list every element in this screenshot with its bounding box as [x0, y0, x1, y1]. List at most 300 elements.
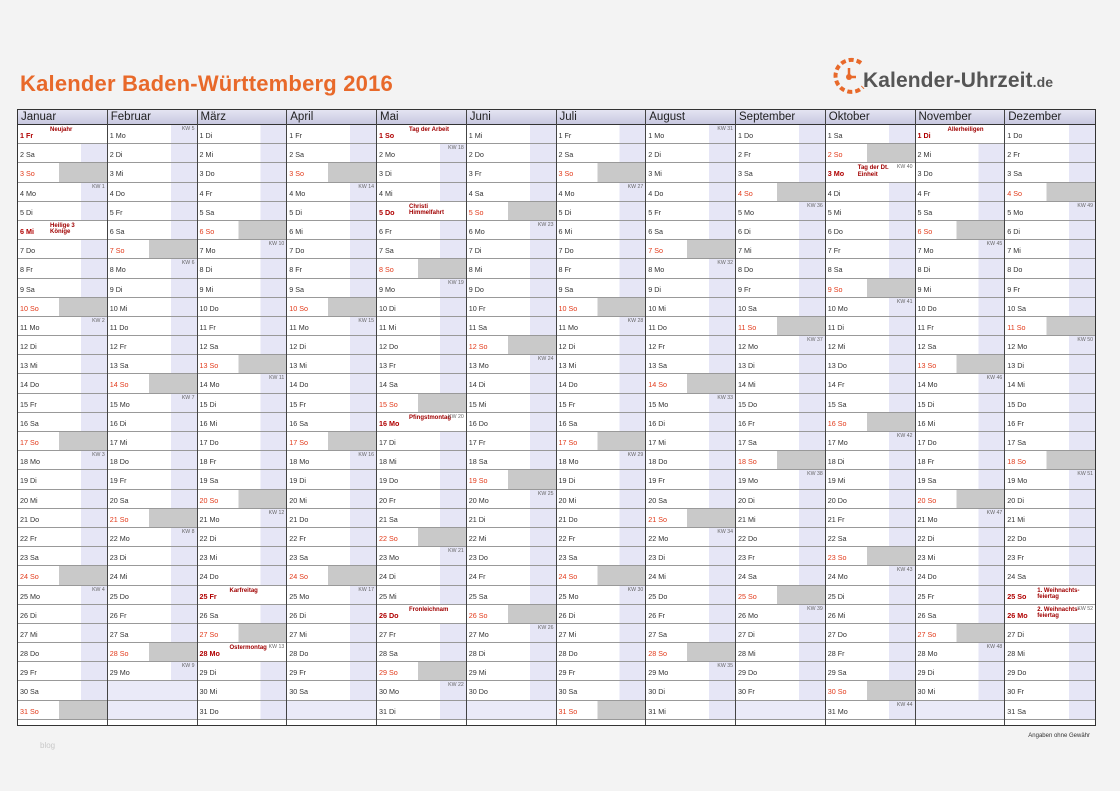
day-cell — [736, 490, 825, 509]
day-cell — [287, 624, 376, 643]
day-label: 14 Do — [289, 380, 309, 390]
day-cell — [108, 336, 197, 355]
day-label: 8 Di — [917, 265, 931, 275]
day-cell — [646, 547, 735, 566]
day-label: 11 Do — [109, 322, 129, 332]
day-cell — [646, 470, 735, 489]
day-cell — [287, 259, 376, 278]
day-label: 22 Mo — [109, 533, 130, 543]
day-label: 6 So — [199, 226, 215, 236]
day-cell — [557, 701, 646, 720]
week-number: KW 38 — [807, 471, 823, 478]
holiday-name: Ostermontag — [229, 645, 267, 652]
disclaimer: Angaben ohne Gewähr — [1028, 733, 1090, 739]
day-label: 29 Mi — [468, 668, 487, 678]
empty-day-cell — [287, 701, 376, 720]
day-cell — [108, 470, 197, 489]
day-cell — [916, 163, 1005, 182]
day-cell — [826, 259, 915, 278]
day-cell — [916, 605, 1005, 624]
day-label: 16 Do — [468, 418, 488, 428]
month-header: Oktober — [826, 110, 915, 125]
day-label: 5 Di — [20, 207, 33, 217]
day-label: 16 Fr — [1007, 418, 1025, 428]
day-label: 10 Do — [199, 303, 219, 313]
day-cell — [198, 662, 287, 681]
day-cell — [646, 259, 735, 278]
day-cell — [557, 221, 646, 240]
day-cell — [287, 528, 376, 547]
day-cell — [557, 662, 646, 681]
day-label: 27 So — [917, 629, 937, 639]
week-number: KW 13 — [268, 644, 285, 651]
day-label: 30 So — [827, 687, 847, 697]
day-cell — [916, 643, 1005, 662]
day-cell — [736, 317, 825, 336]
holiday-name: Neujahr — [50, 127, 73, 133]
logo-tld: .de — [1032, 74, 1054, 90]
day-cell — [826, 240, 915, 259]
day-label: 8 Do — [1007, 265, 1023, 275]
day-label: 27 Di — [738, 629, 755, 639]
day-cell — [198, 605, 287, 624]
day-cell — [1005, 681, 1095, 700]
day-cell — [198, 259, 287, 278]
day-cell — [826, 317, 915, 336]
day-cell — [916, 566, 1005, 585]
empty-day-cell — [108, 701, 197, 720]
day-label: 3 So — [289, 169, 305, 179]
day-label: 11 Mi — [379, 322, 397, 332]
day-label: 6 Do — [827, 226, 843, 236]
day-cell — [287, 566, 376, 585]
day-label: 17 Sa — [1007, 438, 1027, 447]
day-label: 27 Di — [1007, 629, 1025, 639]
day-label: 1 Di — [917, 131, 931, 140]
day-label: 17 Fr — [468, 438, 486, 447]
day-label: 4 Di — [827, 188, 841, 198]
day-label: 10 Fr — [468, 303, 486, 313]
holiday-name: Tag der Arbeit — [409, 127, 450, 133]
day-label: 22 Do — [738, 533, 758, 543]
day-cell — [1005, 643, 1095, 662]
day-label: 26 So — [468, 610, 488, 620]
day-cell — [916, 125, 1005, 144]
week-number: KW 34 — [717, 528, 733, 535]
day-cell — [1005, 490, 1095, 509]
day-cell — [18, 202, 107, 221]
day-cell — [826, 490, 915, 509]
day-label: 8 Mo — [109, 265, 126, 275]
day-label: 14 Fr — [827, 380, 845, 390]
day-cell — [646, 240, 735, 259]
day-cell — [826, 336, 915, 355]
day-label: 2 Mo — [379, 150, 395, 160]
day-label: 4 Mi — [379, 188, 393, 198]
day-cell — [467, 317, 556, 336]
day-cell — [736, 336, 825, 355]
day-label: 26 Sa — [917, 610, 937, 620]
day-label: 5 Mo — [1007, 207, 1024, 217]
day-label: 30 Sa — [289, 687, 309, 697]
day-cell — [736, 432, 825, 451]
day-cell — [18, 355, 107, 374]
day-label: 27 Sa — [648, 629, 668, 639]
month-header: September — [736, 110, 825, 125]
day-label: 23 Sa — [558, 553, 578, 563]
day-cell — [377, 490, 466, 509]
day-cell — [646, 374, 735, 393]
day-cell — [826, 355, 915, 374]
day-label: 17 Do — [199, 438, 219, 447]
day-cell — [18, 259, 107, 278]
month-header: Dezember — [1005, 110, 1095, 125]
logo-text — [863, 69, 1053, 93]
day-label: 23 Di — [109, 553, 127, 563]
day-label: 9 Di — [648, 284, 662, 294]
day-cell — [287, 432, 376, 451]
day-label: 26 Mi — [827, 610, 846, 620]
day-cell — [557, 605, 646, 624]
day-label: 8 Mo — [648, 265, 665, 275]
month-header: Mai — [377, 110, 466, 125]
week-number: KW 11 — [269, 375, 285, 382]
day-cell — [287, 144, 376, 163]
day-cell — [736, 240, 825, 259]
day-cell — [826, 221, 915, 240]
day-cell — [377, 586, 466, 605]
day-cell — [1005, 144, 1095, 163]
day-label: 8 Fr — [20, 265, 33, 275]
day-cell — [18, 605, 107, 624]
day-cell — [198, 125, 287, 144]
day-cell — [736, 586, 825, 605]
day-label: 20 So — [917, 495, 937, 505]
day-label: 9 Fr — [1007, 284, 1021, 294]
day-label: 2 Di — [648, 150, 662, 160]
day-label: 27 Sa — [109, 629, 129, 639]
day-cell — [467, 259, 556, 278]
day-label: 10 Mo — [827, 303, 848, 313]
day-label: 16 Mi — [917, 418, 936, 428]
day-label: 23 Do — [468, 553, 488, 563]
day-label: 25 Mo — [289, 591, 310, 601]
day-label: 7 So — [109, 246, 125, 256]
day-cell — [736, 681, 825, 700]
day-cell — [18, 394, 107, 413]
week-number: KW 3 — [92, 452, 105, 459]
day-cell — [1005, 413, 1095, 432]
day-cell — [108, 317, 197, 336]
day-label: 16 Mi — [199, 418, 218, 428]
day-label: 9 Mi — [199, 284, 214, 294]
day-label: 30 Mo — [379, 687, 399, 697]
month-header: Februar — [108, 110, 197, 125]
day-label: 14 So — [109, 380, 129, 390]
day-label: 28 Sa — [379, 649, 398, 659]
day-cell — [826, 413, 915, 432]
day-label: 3 Mi — [648, 169, 662, 179]
day-label: 17 Sa — [738, 438, 757, 447]
day-cell — [287, 317, 376, 336]
day-cell — [467, 279, 556, 298]
day-cell — [467, 432, 556, 451]
week-number: KW 40 — [896, 164, 913, 171]
day-label: 23 Fr — [1007, 553, 1025, 563]
day-cell — [646, 355, 735, 374]
day-cell — [287, 125, 376, 144]
day-cell — [377, 701, 466, 720]
week-number: KW 9 — [181, 663, 195, 670]
day-cell — [1005, 279, 1095, 298]
day-label: 25 Mo — [20, 591, 40, 601]
day-cell — [198, 566, 287, 585]
day-label: 13 Di — [738, 361, 755, 371]
day-cell — [108, 240, 197, 259]
day-label: 14 Mo — [917, 380, 938, 390]
day-cell — [736, 413, 825, 432]
day-cell — [916, 202, 1005, 221]
holiday-name: Heilige 3 Könige — [50, 222, 75, 236]
day-cell — [557, 643, 646, 662]
day-label: 20 Mi — [20, 495, 38, 505]
day-cell — [736, 202, 825, 221]
day-label: 3 Do — [199, 169, 215, 179]
day-label: 15 Mo — [648, 399, 669, 409]
month-column — [916, 110, 1006, 725]
day-cell — [826, 701, 915, 720]
day-cell — [736, 279, 825, 298]
brand-logo[interactable] — [833, 52, 1083, 104]
day-cell — [377, 605, 466, 624]
day-cell — [736, 624, 825, 643]
day-label: 13 Mi — [20, 361, 38, 371]
day-label: 26 Di — [289, 610, 307, 620]
day-label: 30 Do — [468, 687, 488, 697]
day-label: 28 Mi — [738, 649, 756, 659]
day-cell — [198, 317, 287, 336]
day-label: 20 Do — [827, 495, 847, 505]
day-cell — [646, 336, 735, 355]
day-cell — [646, 451, 735, 470]
day-cell — [287, 586, 376, 605]
day-cell — [467, 394, 556, 413]
week-number: KW 6 — [181, 260, 195, 267]
day-label: 6 Sa — [648, 226, 664, 236]
day-cell — [646, 144, 735, 163]
day-label: 11 Sa — [468, 322, 487, 332]
day-cell — [826, 374, 915, 393]
holiday-name: Karfreitag — [229, 587, 258, 594]
week-number: KW 5 — [181, 126, 195, 132]
day-label: 28 Mo — [199, 649, 220, 659]
day-cell — [108, 144, 197, 163]
day-cell — [377, 662, 466, 681]
day-cell — [1005, 183, 1095, 202]
week-number: KW 36 — [807, 202, 823, 209]
day-label: 20 Sa — [109, 495, 129, 505]
holiday-name: Pfingstmontag — [409, 414, 451, 421]
day-label: 7 So — [648, 246, 664, 256]
day-cell — [646, 298, 735, 317]
day-label: 24 Do — [917, 572, 937, 582]
day-label: 1 Do — [1007, 131, 1023, 140]
month-column — [377, 110, 467, 725]
day-label: 22 So — [379, 533, 398, 543]
day-cell — [916, 470, 1005, 489]
day-label: 22 Sa — [827, 533, 847, 543]
day-label: 26 Sa — [199, 610, 219, 620]
day-cell — [1005, 259, 1095, 278]
day-label: 1 Fr — [20, 131, 34, 140]
day-label: 10 Mi — [648, 303, 666, 313]
day-label: 22 Fr — [20, 533, 37, 543]
day-cell — [287, 355, 376, 374]
day-cell — [18, 566, 107, 585]
day-cell — [916, 451, 1005, 470]
day-cell — [287, 240, 376, 259]
day-label: 9 So — [827, 284, 843, 294]
day-label: 16 Sa — [289, 418, 309, 428]
day-label: 4 Fr — [199, 188, 213, 198]
week-number: KW 29 — [627, 452, 644, 459]
day-cell — [736, 605, 825, 624]
day-cell — [198, 163, 287, 182]
day-cell — [377, 413, 466, 432]
day-label: 24 Sa — [738, 572, 757, 582]
day-cell — [18, 643, 107, 662]
day-label: 19 Mo — [738, 476, 758, 486]
day-label: 3 Mo — [827, 169, 845, 179]
day-cell — [108, 394, 197, 413]
day-cell — [287, 298, 376, 317]
day-label: 19 Mo — [1007, 476, 1028, 486]
day-label: 15 Di — [917, 399, 935, 409]
day-cell — [826, 279, 915, 298]
day-cell — [1005, 221, 1095, 240]
day-cell — [916, 662, 1005, 681]
week-number: KW 33 — [717, 394, 733, 401]
day-label: 20 Sa — [648, 495, 668, 505]
day-cell — [198, 451, 287, 470]
day-cell — [646, 662, 735, 681]
week-number: KW 24 — [537, 356, 554, 363]
month-header: März — [198, 110, 287, 125]
day-label: 14 Mi — [1007, 380, 1025, 390]
day-label: 31 Mi — [648, 706, 666, 716]
day-cell — [287, 681, 376, 700]
day-label: 18 Do — [109, 457, 129, 467]
day-cell — [736, 125, 825, 144]
day-cell — [736, 470, 825, 489]
day-label: 13 Sa — [109, 361, 129, 371]
day-label: 11 Mo — [558, 322, 578, 332]
day-label: 17 Do — [917, 438, 937, 447]
holiday-name: 1. Weihnachts- feiertag — [1037, 587, 1080, 600]
day-cell — [108, 163, 197, 182]
day-label: 1 Mo — [648, 131, 665, 140]
day-cell — [377, 125, 466, 144]
day-label: 5 Do — [379, 207, 395, 217]
month-header: August — [646, 110, 735, 125]
day-label: 17 So — [289, 438, 309, 447]
day-label: 20 Fr — [379, 495, 396, 505]
day-cell — [467, 451, 556, 470]
day-label: 7 Do — [289, 246, 305, 256]
day-label: 27 So — [199, 629, 219, 639]
day-cell — [377, 202, 466, 221]
day-cell — [1005, 394, 1095, 413]
day-label: 15 Fr — [558, 399, 576, 409]
day-label: 1 So — [379, 131, 395, 140]
day-cell — [916, 490, 1005, 509]
day-cell — [377, 279, 466, 298]
day-cell — [916, 317, 1005, 336]
day-cell — [377, 144, 466, 163]
day-label: 27 Mi — [20, 629, 38, 639]
day-label: 4 So — [738, 188, 753, 198]
week-number: KW 49 — [1077, 202, 1093, 209]
day-cell — [826, 662, 915, 681]
week-number: KW 43 — [896, 567, 913, 574]
day-label: 19 Do — [379, 476, 399, 486]
day-label: 1 Fr — [558, 131, 572, 140]
day-label: 20 Di — [1007, 495, 1025, 505]
day-label: 4 Mo — [20, 188, 36, 198]
week-number: KW 35 — [717, 663, 733, 670]
day-cell — [198, 470, 287, 489]
day-cell — [736, 394, 825, 413]
day-cell — [557, 240, 646, 259]
day-cell — [18, 662, 107, 681]
day-label: 18 Mo — [558, 457, 579, 467]
month-column — [736, 110, 826, 725]
day-cell — [646, 605, 735, 624]
day-cell — [557, 566, 646, 585]
clock-logo-icon — [833, 57, 867, 97]
day-cell — [198, 374, 287, 393]
week-number: KW 18 — [448, 145, 464, 152]
day-label: 8 Fr — [558, 265, 572, 275]
day-label: 19 Mi — [827, 476, 846, 486]
day-cell — [1005, 355, 1095, 374]
week-number: KW 2 — [92, 317, 105, 324]
day-label: 31 Do — [199, 706, 219, 716]
day-label: 28 Fr — [827, 649, 845, 659]
day-cell — [557, 144, 646, 163]
day-label: 21 So — [648, 514, 668, 524]
week-number: KW 12 — [268, 509, 285, 516]
day-label: 30 Fr — [738, 687, 755, 697]
day-label: 1 Fr — [289, 131, 303, 140]
day-label: 3 Fr — [468, 169, 482, 179]
day-label: 3 So — [20, 169, 35, 179]
week-number: KW 8 — [181, 528, 195, 535]
day-cell — [467, 681, 556, 700]
day-label: 24 So — [558, 572, 578, 582]
day-cell — [646, 528, 735, 547]
day-cell — [916, 183, 1005, 202]
day-label: 5 Sa — [199, 207, 215, 217]
day-label: 21 Mi — [738, 514, 756, 524]
day-cell — [467, 298, 556, 317]
day-label: 22 Di — [917, 533, 935, 543]
day-cell — [18, 509, 107, 528]
day-label: 14 So — [648, 380, 668, 390]
day-label: 26 Di — [20, 610, 37, 620]
day-cell — [1005, 298, 1095, 317]
day-cell — [18, 317, 107, 336]
